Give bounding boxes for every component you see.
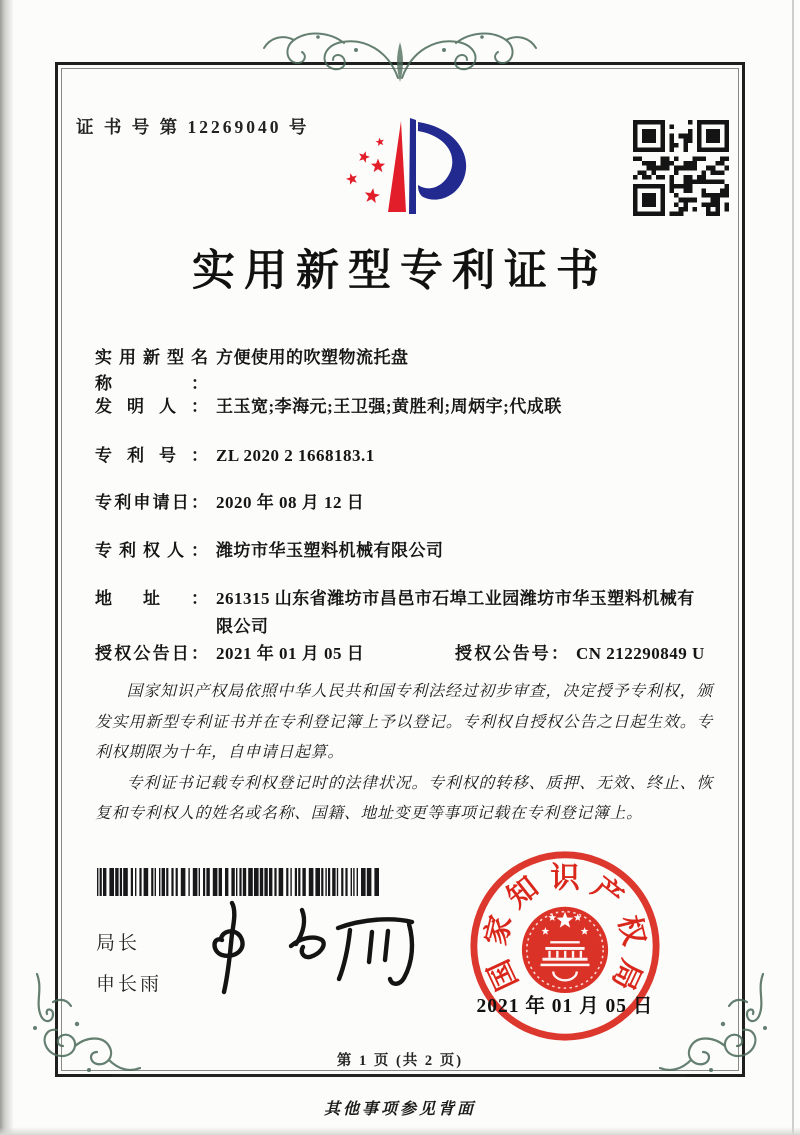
field-label: 授权公告日： bbox=[95, 644, 208, 663]
field-label: 发明人： bbox=[95, 397, 208, 416]
svg-text:局: 局 bbox=[605, 954, 647, 995]
field-row-patentee bbox=[95, 538, 711, 564]
page-number: 第 1 页 (共 2 页) bbox=[336, 1053, 464, 1069]
svg-text:识: 识 bbox=[550, 862, 580, 895]
legal-paragraph-2: 专利证书记载专利权登记时的法律状况。专利权的转移、质押、无效、终止、恢复和专利权人的姓名或名称、国籍、地址变更等事项记载在专利登记簿上。 bbox=[95, 774, 713, 822]
certificate-title: 实用新型专利证书 bbox=[192, 248, 608, 295]
scan-edge-shadow-right bbox=[792, 0, 794, 1135]
field-value: 潍坊市华玉塑料机械有限公司 bbox=[216, 541, 444, 560]
grant-number-value: CN 212290849 U bbox=[576, 644, 705, 663]
director-name: 申长雨 bbox=[96, 974, 163, 995]
field-row-patent-number bbox=[95, 443, 711, 469]
field-row-address bbox=[95, 585, 711, 641]
legal-paragraph-1: 国家知识产权局依照中华人民共和国专利法经过初步审查，决定授予专利权，颁发实用新型专利证书并在专利登记簿上予以登记。专利权自授权公告之日起生效。专利权期限为十年，自申请日起算。 bbox=[95, 683, 713, 761]
scan-edge-shadow-left bbox=[0, 0, 14, 1135]
reverse-side-note: 其他事项参见背面 bbox=[323, 1101, 476, 1118]
barcode-icon bbox=[95, 866, 387, 898]
field-value: 王玉宽;李海元;王卫强;黄胜利;周炳宇;代成联 bbox=[216, 397, 562, 416]
logo-blue-stem bbox=[409, 118, 416, 214]
field-label: 地址： bbox=[95, 589, 208, 608]
cnipa-logo-icon bbox=[331, 108, 491, 230]
svg-text:权: 权 bbox=[611, 912, 650, 949]
svg-text:知: 知 bbox=[501, 871, 545, 915]
bottom-rule bbox=[112, 1074, 687, 1077]
field-label: 授权公告号： bbox=[455, 644, 568, 663]
scan-edge-shadow-bottom bbox=[0, 1127, 800, 1135]
legal-text bbox=[95, 677, 713, 830]
field-value: 方便使用的吹塑物流托盘 bbox=[216, 348, 409, 367]
field-label: 专利申请日： bbox=[95, 493, 208, 512]
svg-text:国: 国 bbox=[483, 954, 525, 995]
field-row-grant bbox=[95, 641, 711, 667]
qr-code-icon bbox=[633, 120, 729, 216]
field-value: ZL 2020 2 1668183.1 bbox=[216, 446, 375, 465]
field-value: 2020 年 08 月 12 日 bbox=[216, 493, 365, 512]
top-flourish-ornament-icon bbox=[262, 26, 538, 88]
logo-red-wedge bbox=[388, 121, 406, 212]
field-label: 专利号： bbox=[95, 446, 208, 465]
svg-text:产: 产 bbox=[585, 871, 629, 915]
bottom-right-flourish-ornament-icon bbox=[659, 972, 775, 1090]
certificate-number: 证 书 号 第 12269040 号 bbox=[76, 117, 310, 137]
field-label: 专利权人： bbox=[95, 541, 208, 560]
field-row-filing-date bbox=[95, 490, 711, 516]
field-row-inventors bbox=[95, 394, 711, 420]
grant-date-value: 2021 年 01 月 05 日 bbox=[216, 644, 365, 663]
director-block bbox=[96, 928, 162, 1010]
svg-text:家: 家 bbox=[480, 912, 519, 949]
field-row-utility-model-name bbox=[95, 345, 711, 397]
seal-national-emblem bbox=[522, 907, 608, 993]
director-signature-icon bbox=[196, 900, 416, 995]
seal-date: 2021 年 01 月 05 日 bbox=[476, 996, 654, 1017]
logo-blue-bowl bbox=[418, 122, 466, 200]
director-title: 局长 bbox=[96, 933, 141, 954]
field-value: 261315 山东省潍坊市昌邑市石埠工业园潍坊市华玉塑料机械有限公司 bbox=[216, 589, 695, 636]
field-label: 实用新型名称： bbox=[95, 348, 208, 393]
